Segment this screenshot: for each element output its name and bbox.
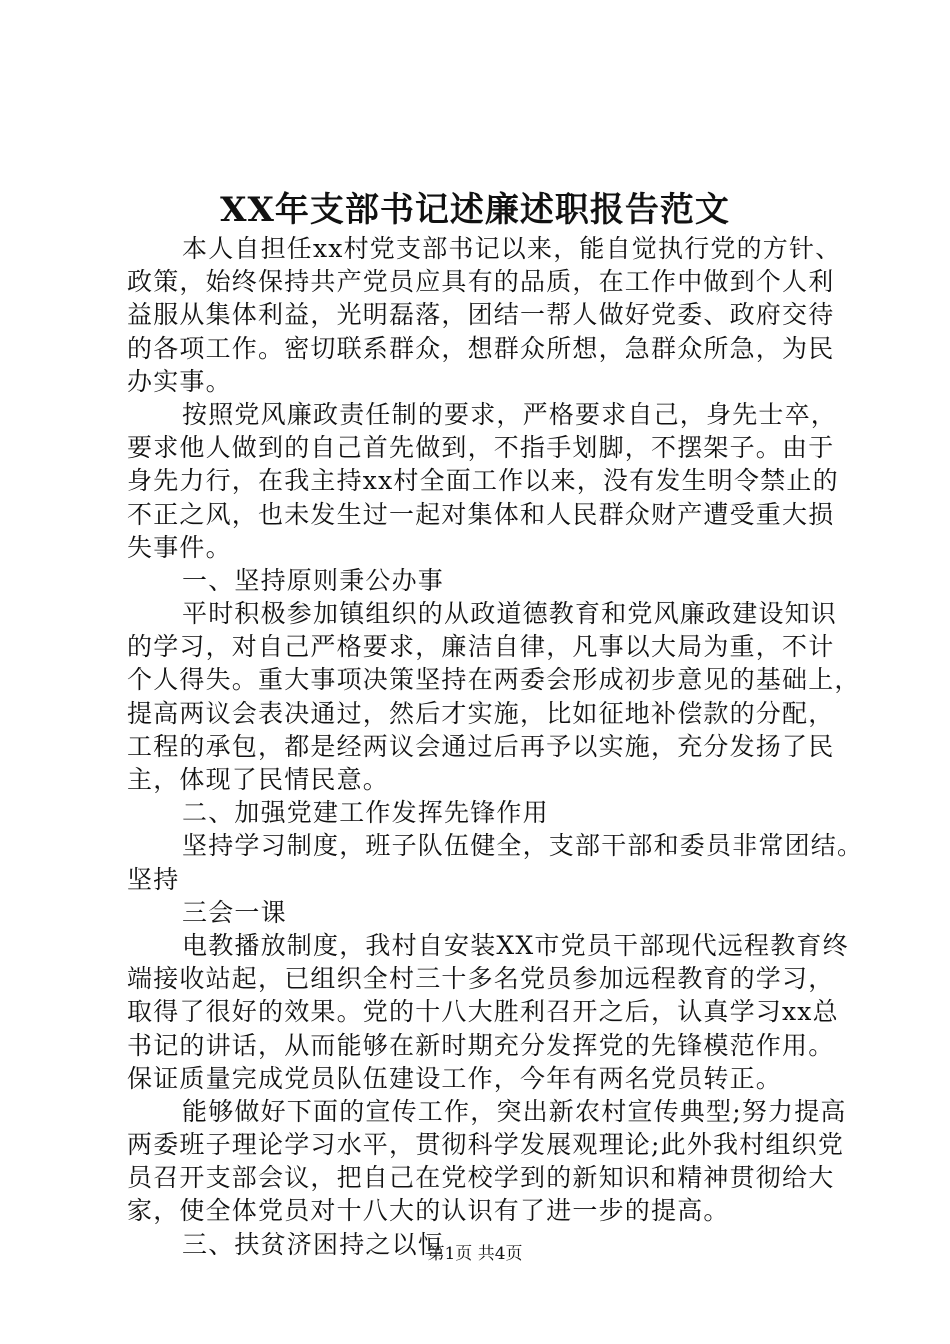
text-line: 个人得失。重大事项决策坚持在两委会形成初步意见的基础上， (127, 665, 861, 695)
text-line: 主，体现了民情民意。 (127, 765, 390, 794)
text-line: 身先力行，在我主持xx村全面工作以来，没有发生明令禁止的 (127, 466, 839, 496)
text-line: 家，使全体党员对十八大的认识有了进一步的提高。 (127, 1196, 730, 1226)
text-line: 二、加强党建工作发挥先锋作用 (182, 798, 549, 828)
text-line: 端接收站起，已组织全村三十多名党员参加远程教育的学习， (127, 964, 835, 994)
text-line: 失事件。 (127, 532, 232, 562)
text-line: 不正之风，也未发生过一起对集体和人民群众财产遭受重大损 (127, 499, 835, 529)
text-line: 按照党风廉政责任制的要求，严格要求自己，身先士卒， (182, 399, 838, 429)
text-line: 电教播放制度，我村自安装XX市党员干部现代远程教育终 (182, 930, 849, 960)
text-line: 能够做好下面的宣传工作，突出新农村宣传典型;努力提高 (182, 1096, 847, 1126)
text-line: 一、坚持原则秉公办事 (182, 565, 445, 595)
text-line: 本人自担任xx村党支部书记以来，能自觉执行党的方针、 (182, 234, 842, 263)
text-line: 益服从集体利益，光明磊落，团结一帮人做好党委、政府交待 (127, 300, 835, 330)
text-line: 要求他人做到的自己首先做到，不指手划脚，不摆架子。由于 (127, 433, 835, 463)
text-line: 工程的承包，都是经两议会通过后再予以实施，充分发扬了民 (127, 731, 835, 761)
text-line: 的各项工作。密切联系群众，想群众所想，急群众所急，为民 (127, 333, 835, 363)
text-line: 提高两议会表决通过，然后才实施，比如征地补偿款的分配， (127, 698, 835, 728)
text-line: 书记的讲话，从而能够在新时期充分发挥党的先锋模范作用。 (127, 1030, 835, 1060)
text-line: 三、扶贫济困持之以恒 (182, 1229, 445, 1259)
text-line: 坚持 (127, 864, 180, 894)
text-line: 员召开支部会议，把自己在党校学到的新知识和精神贯彻给大 (127, 1163, 835, 1193)
text-line: 的学习，对自己严格要求，廉洁自律，凡事以大局为重，不计 (127, 632, 835, 662)
text-line: 两委班子理论学习水平，贯彻科学发展观理论;此外我村组织党 (127, 1130, 845, 1160)
text-line: 保证质量完成党员队伍建设工作，今年有两名党员转正。 (127, 1063, 783, 1093)
text-line: 坚持学习制度，班子队伍健全，支部干部和委员非常团结。 (182, 831, 864, 861)
text-line: 办实事。 (127, 366, 232, 396)
document-title: XX年支部书记述廉述职报告范文 (220, 190, 730, 230)
page-footer: 第1页 共4页 (427, 1244, 523, 1264)
text-line: 取得了很好的效果。党的十八大胜利召开之后，认真学习xx总 (127, 997, 839, 1027)
text-line: 三会一课 (182, 897, 287, 927)
text-line: 政策，始终保持共产党员应具有的品质，在工作中做到个人利 (127, 267, 835, 297)
document-body (127, 232, 864, 1261)
text-line: 平时积极参加镇组织的从政道德教育和党风廉政建设知识 (182, 599, 838, 629)
